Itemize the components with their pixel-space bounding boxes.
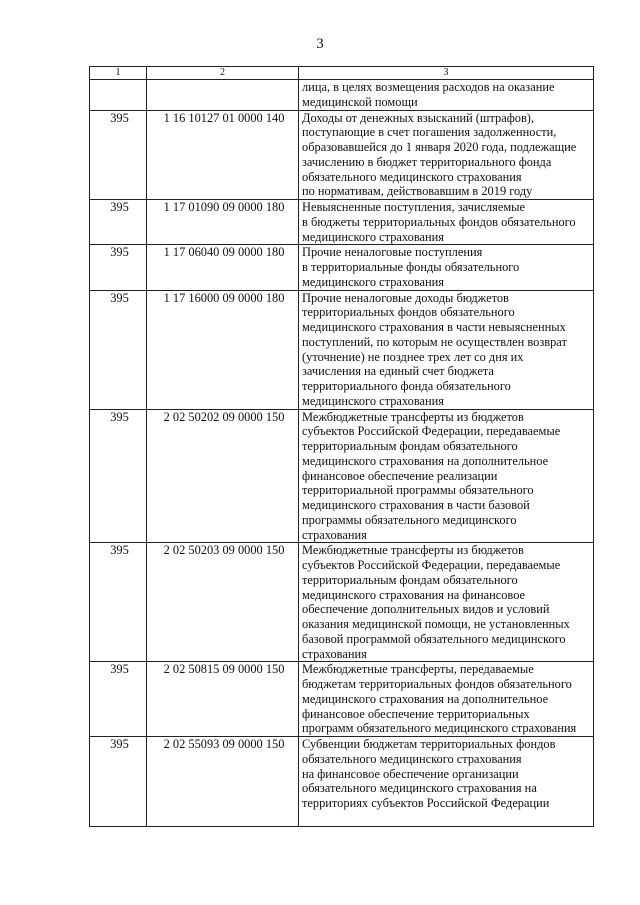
revenue-name-line: территориальным фондам обязательного: [302, 439, 518, 453]
revenue-name-line: Межбюджетные трансферты из бюджетов: [302, 543, 524, 558]
revenue-name-line: медицинского страхования: [302, 229, 444, 244]
budget-code-cell: 1 16 10127 01 0000 140: [147, 110, 299, 200]
budget-code-cell: 2 02 55093 09 0000 150: [147, 737, 299, 827]
admin-code-cell: 395: [90, 543, 147, 662]
revenue-name-line: субъектов Российской Федерации, передаваемые: [302, 558, 561, 572]
table-row: [90, 80, 594, 111]
revenue-name-line: финансовое обеспечение территориальных: [302, 706, 530, 721]
admin-code-cell: 395: [90, 110, 147, 200]
revenue-name-line: поступлений, по которым не осуществлен возврат: [302, 334, 567, 349]
table-row: [90, 200, 594, 245]
budget-code-cell: 1 17 16000 09 0000 180: [147, 290, 299, 409]
table-row: [90, 110, 594, 200]
revenue-name-line: обязательного медицинского страхования: [302, 751, 522, 766]
table-row: [90, 737, 594, 827]
revenue-name-cell: [299, 737, 594, 827]
revenue-name-line: Невыясненные поступления, зачисляемые: [302, 200, 525, 214]
revenue-name-line: территориях субъектов Российской Федерации: [302, 796, 550, 810]
admin-code-cell: 395: [90, 662, 147, 737]
revenue-name-line: финансовое обеспечение реализации: [302, 468, 498, 483]
page-number: 3: [316, 36, 324, 52]
revenue-name-line: Межбюджетные трансферты, передаваемые: [302, 662, 534, 677]
column-header-budget-code: 2: [147, 67, 299, 80]
revenue-name-line: медицинского страхования в части базовой: [302, 498, 530, 512]
revenue-name-line: по нормативам, действовавшим в 2019 году: [302, 184, 533, 199]
revenue-name-line: базовой программой обязательного медицинского: [302, 631, 566, 646]
revenue-name-cell: [299, 110, 594, 200]
revenue-name-line: поступающие в счет погашения задолженности,: [302, 125, 557, 140]
table-row: [90, 409, 594, 543]
revenue-name-line: Межбюджетные трансферты из бюджетов: [302, 409, 524, 424]
revenue-name-cell: [299, 543, 594, 662]
budget-code-cell: 2 02 50815 09 0000 150: [147, 662, 299, 737]
revenue-name-line: территориальным фондам обязательного: [302, 572, 518, 587]
revenue-name-cell: [299, 200, 594, 245]
revenue-name-line: зачислению в бюджет территориального фонда: [302, 154, 552, 169]
revenue-name-line: на финансовое обеспечение организации: [302, 766, 519, 781]
revenue-name-line: в бюджеты территориальных фондов обязательного: [302, 214, 576, 229]
table-header-row: [90, 67, 594, 80]
revenue-name-line: территориальных фондов обязательного: [302, 305, 515, 320]
revenue-name-line: страхования: [302, 646, 367, 661]
revenue-name-cell: [299, 290, 594, 409]
revenue-name-line: (уточнение) не позднее трех лет со дня их: [302, 349, 524, 364]
revenue-name-cell: [299, 409, 594, 543]
revenue-name-cell: [299, 80, 594, 111]
revenue-name-line: [302, 811, 593, 826]
revenue-name-line: программ обязательного медицинского страхования: [302, 721, 577, 736]
revenue-name-line: программы обязательного медицинского: [302, 512, 517, 527]
admin-code-cell: 395: [90, 409, 147, 543]
revenue-name-line: Доходы от денежных взысканий (штрафов),: [302, 110, 535, 125]
revenue-name-line: медицинского страхования на дополнительное: [302, 453, 549, 468]
admin-code-cell: [90, 80, 147, 111]
revenue-name-line: медицинского страхования: [302, 393, 444, 408]
revenue-name-line: медицинской помощи: [302, 94, 418, 109]
revenue-name-line: территориальной программы обязательного: [302, 483, 534, 498]
revenue-name-line: медицинского страхования в части невыясненных: [302, 320, 566, 334]
revenue-name-line: Прочие неналоговые поступления: [302, 245, 483, 260]
revenue-name-line: обязательного медицинского страхования: [302, 169, 522, 184]
admin-code-cell: 395: [90, 290, 147, 409]
table-row: [90, 290, 594, 409]
column-header-admin-code: 1: [90, 67, 147, 80]
revenue-name-line: оказания медицинской помощи, не установленных: [302, 617, 570, 631]
revenue-name-line: Прочие неналоговые доходы бюджетов: [302, 290, 509, 305]
revenue-name-line: Субвенции бюджетам территориальных фондов: [302, 737, 556, 751]
table-body: [90, 80, 594, 827]
revenue-name-line: страхования: [302, 527, 367, 542]
revenue-name-cell: [299, 662, 594, 737]
revenue-name-line: обеспечение дополнительных видов и условий: [302, 602, 550, 617]
admin-code-cell: 395: [90, 200, 147, 245]
revenue-name-line: медицинского страхования на дополнительное: [302, 691, 549, 706]
admin-code-cell: 395: [90, 245, 147, 290]
table-row: [90, 543, 594, 662]
budget-code-cell: 2 02 50203 09 0000 150: [147, 543, 299, 662]
column-header-revenue-name: 3: [299, 67, 594, 80]
revenue-name-line: зачисления на единый счет бюджета: [302, 364, 494, 379]
revenue-name-line: субъектов Российской Федерации, передаваемые: [302, 424, 561, 439]
revenue-name-line: образовавшейся до 1 января 2020 года, подлежащие: [302, 140, 577, 154]
table-row: [90, 245, 594, 290]
revenue-name-line: территориального фонда обязательного: [302, 379, 511, 393]
budget-code-cell: [147, 80, 299, 111]
budget-codes-table: [89, 66, 594, 827]
revenue-name-cell: [299, 245, 594, 290]
admin-code-cell: 395: [90, 737, 147, 827]
table-row: [90, 662, 594, 737]
revenue-name-line: лица, в целях возмещения расходов на оказание: [302, 80, 555, 94]
revenue-name-line: медицинского страхования: [302, 274, 444, 289]
revenue-name-line: обязательного медицинского страхования на: [302, 781, 537, 796]
revenue-name-line: бюджетам территориальных фондов обязательного: [302, 677, 572, 691]
budget-code-cell: 2 02 50202 09 0000 150: [147, 409, 299, 543]
revenue-name-line: в территориальные фонды обязательного: [302, 260, 520, 274]
budget-code-cell: 1 17 01090 09 0000 180: [147, 200, 299, 245]
revenue-name-line: медицинского страхования на финансовое: [302, 587, 526, 602]
budget-code-cell: 1 17 06040 09 0000 180: [147, 245, 299, 290]
